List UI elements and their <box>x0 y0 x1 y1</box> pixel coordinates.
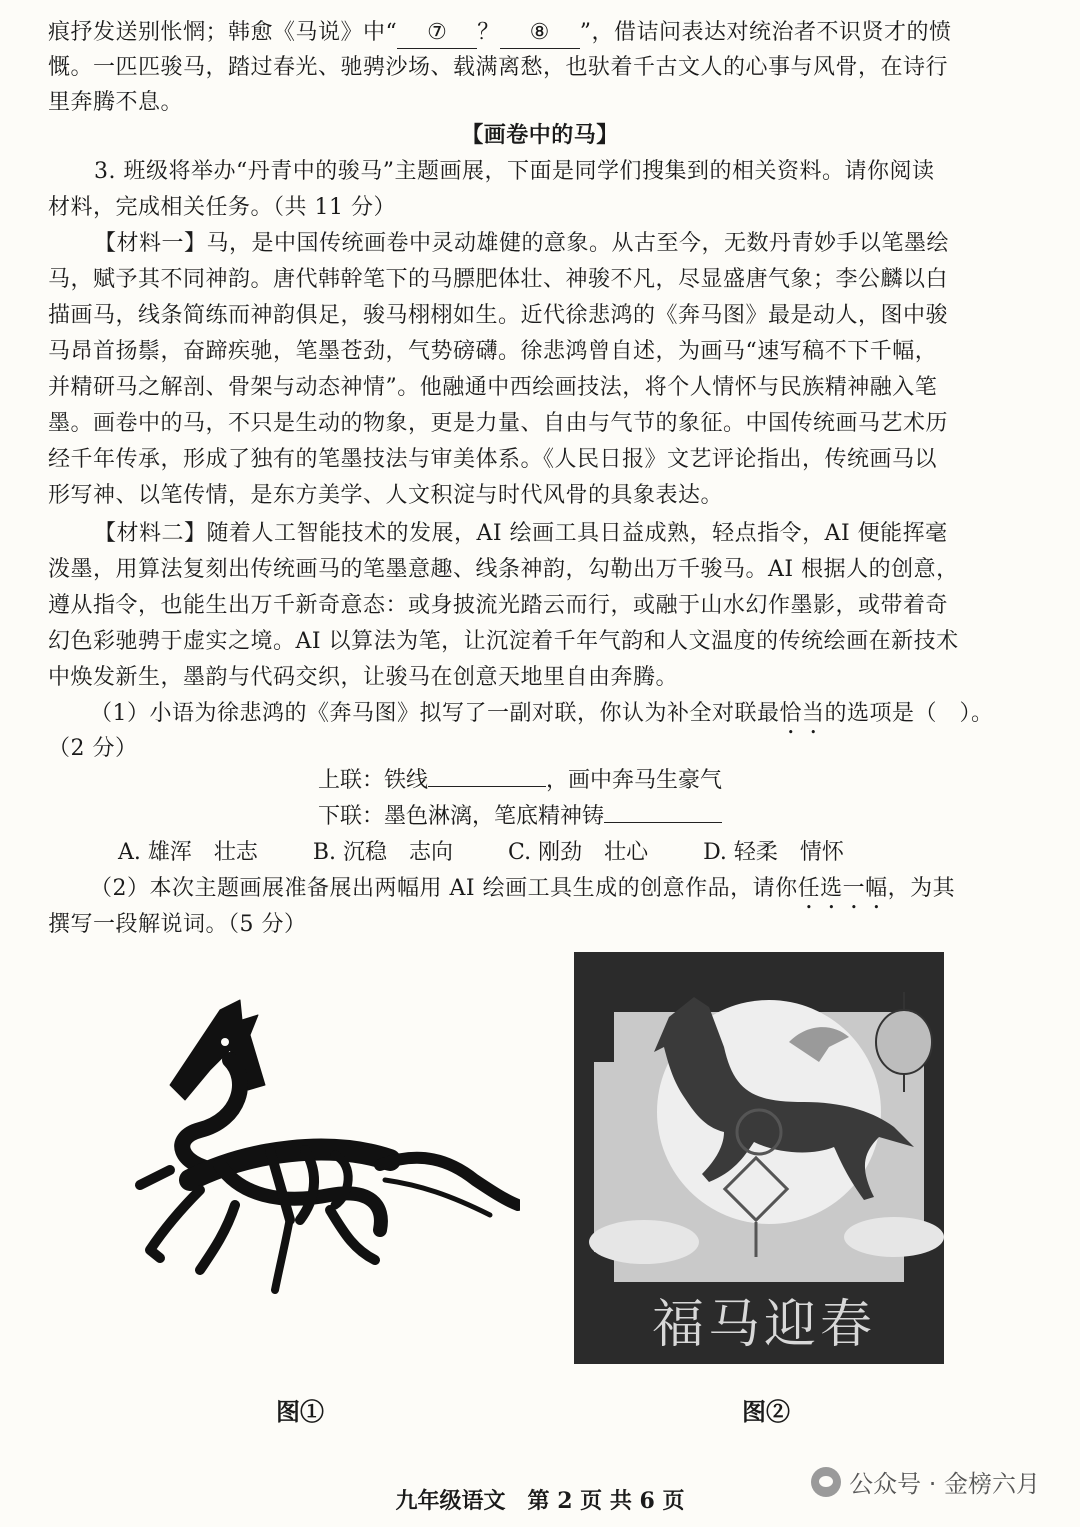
options-row <box>118 838 892 868</box>
material1-line: 【材料一】马，是中国传统画卷中灵动雄健的意象。从古至今，无数丹青妙手以笔墨绘 <box>94 231 950 256</box>
option-c: C. 刚劲 壮心 <box>508 840 649 865</box>
material1-line: 墨。画卷中的马，不只是生动的物象，更是力量、自由与气节的象征。中国传统画马艺术历 <box>48 411 949 436</box>
couplet-blank-lower <box>604 802 722 823</box>
subquestion-1-line-1: （1）小语为徐悲鸿的《奔马图》拟写了一副对联，你认为补全对联最恰当的选项是（ ）。 <box>90 701 994 726</box>
material1-line: 马昂首扬鬃，奋蹄疾驰，笔墨苍劲，气势磅礴。徐悲鸿曾自述，为画马“速写稿不下千幅， <box>48 339 938 364</box>
material2-line: 泼墨，用算法复刻出传统画马的笔墨意趣、线条神韵，勾勒出万千骏马。AI 根据人的创意， <box>48 557 959 582</box>
material1-line: 描画马，线条简练而神韵俱足，骏马栩栩如生。近代徐悲鸿的《奔马图》最是动人，图中骏 <box>48 303 949 328</box>
figure-1-calligraphy-horse <box>130 990 520 1300</box>
watermark-text: 公众号 · 金榜六月 <box>849 1470 1040 1498</box>
couplet-lower: 下联：墨色淋漓，笔底精神铸 <box>318 802 722 832</box>
material1-line: 经千年传承，形成了独有的笔墨技法与审美体系。《人民日报》文艺评论指出，传统画马以 <box>48 447 938 472</box>
couplet-upper: 上联：铁线 ，画中奔马生豪气 <box>318 768 723 793</box>
blank-8: ⑧ <box>500 18 580 49</box>
material1-line: 马，赋予其不同神韵。唐代韩幹笔下的马膘肥体壮、神骏不凡，尽显盛唐气象；李公麟以白 <box>48 267 949 292</box>
material1-line: 形写神、以笔传情，是东方美学、人文积淀与时代风骨的具象表达。 <box>48 483 724 508</box>
material2-line: 中焕发新生，墨韵与代码交织，让骏马在创意天地里自由奔腾。 <box>48 665 679 690</box>
figure-2-caption: 图② <box>742 1397 790 1426</box>
subquestion-2-line-1: （2）本次主题画展准备展出两幅用 AI 绘画工具生成的创意作品，请你任选一幅，为其 <box>90 876 956 901</box>
option-a: A. 雄浑 壮志 <box>118 840 258 865</box>
option-b: B. 沉稳 志向 <box>312 840 454 865</box>
page-footer: 九年级语文 第 2 页 共 6 页 <box>395 1488 685 1514</box>
material2-line: 遵从指令，也能生出万千新奇意态：或身披流光踏云而行，或融于山水幻作墨影，或带着奇 <box>48 593 949 618</box>
blank-7: ⑦ <box>397 18 477 49</box>
wechat-icon <box>811 1467 841 1497</box>
intro-line-1: 痕抒发送别怅惘；韩愈《马说》中“ ⑦ ？ ⑧ ”，借诘问表达对统治者不识贤才的愤 <box>48 18 1038 49</box>
poster-title: 福马迎春 <box>651 1295 876 1355</box>
material1-line: 并精研马之解剖、骨架与动态神情”。他融通中西绘画技法，将个人情怀与民族精神融入笔 <box>48 375 938 400</box>
figure-2-poster <box>574 952 944 1364</box>
watermark <box>811 1464 1040 1499</box>
subquestion-1-line-2: （2 分） <box>48 736 138 761</box>
subquestion-2-line-2: 撰写一段解说词。（5 分） <box>48 912 307 937</box>
material2-line: 幻色彩驰骋于虚实之境。AI 以算法为笔，让沉淀着千年气韵和人文温度的传统绘画在新技术 <box>48 629 959 654</box>
section-title: 【画卷中的马】 <box>461 122 619 148</box>
question-3-line-1: 3. 班级将举办“丹青中的骏马”主题画展，下面是同学们搜集到的相关资料。请你阅读 <box>94 159 935 184</box>
couplet-blank-upper <box>428 766 546 787</box>
question-3-line-2: 材料，完成相关任务。（共 11 分） <box>48 195 396 220</box>
intro-line-3: 里奔腾不息。 <box>48 90 184 115</box>
option-d: D. 轻柔 情怀 <box>703 840 844 865</box>
figure-1-caption: 图① <box>276 1397 324 1426</box>
intro-line-2: 慨。一匹匹骏马，踏过春光、驰骋沙场、载满离愁，也驮着千古文人的心事与风骨，在诗行 <box>48 55 949 80</box>
material2-line: 【材料二】随着人工智能技术的发展，AI 绘画工具日益成熟，轻点指令，AI 便能挥毫 <box>94 521 948 546</box>
